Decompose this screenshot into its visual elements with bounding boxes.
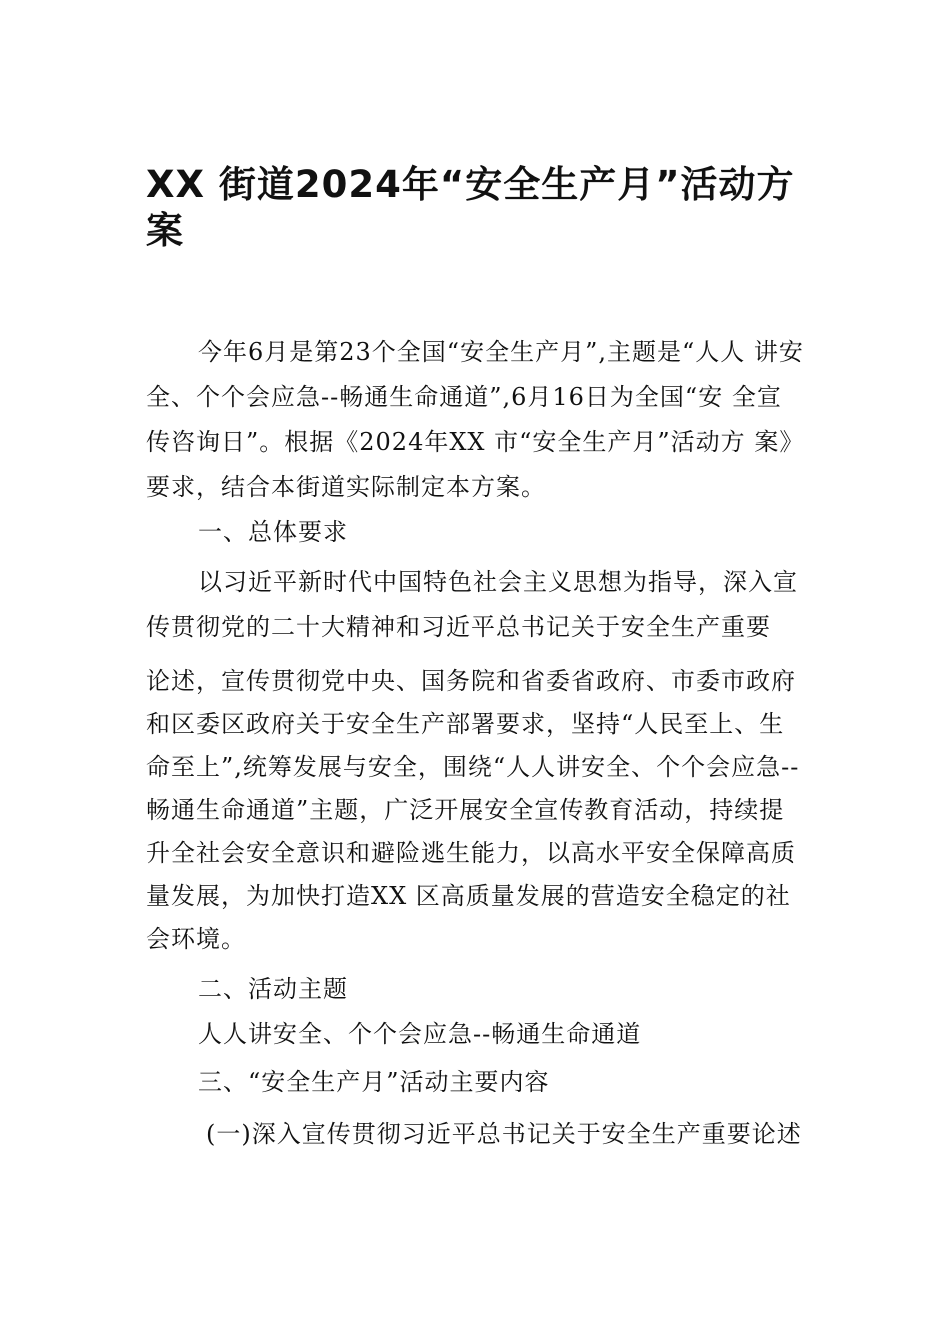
section-1-paragraph-part-2: 论述，宣传贯彻党中央、国务院和省委省政府、市委市政府和区委区政府关于安全生产部署要求，坚持“人民至上、生命至上”,统筹发展与安全，围绕“人人讲安全、个个会应急--畅通生命通道”主题，广泛开展安全宣传教育活动，持续提升全社会安全意识和避险逃生能力，以高水平安全保障高质量发展，为加快打造XX 区高质量发展的营造安全稳定的社会环境。 xyxy=(146,667,800,953)
intro-paragraph: 今年6月是第23个全国“安全生产月”,主题是“人人 讲安全、个个会应急--畅通生命通道”,6月16日为全国“安 全宣传咨询日”。根据《2024年XX 市“安全生产月”活动方 案》要求，结合本街道实际制定本方案。 xyxy=(146,338,805,501)
document-title: XX 街道2024年“安全生产月”活动方案 xyxy=(146,163,795,252)
section-2-heading: 二、活动主题 xyxy=(198,975,348,1003)
section-3-heading: 三、“安全生产月”活动主要内容 xyxy=(198,1068,550,1096)
activity-theme: 人人讲安全、个个会应急--畅通生命通道 xyxy=(198,1020,642,1048)
section-1-heading: 一、总体要求 xyxy=(198,518,348,546)
section-1-paragraph-part-1: 以习近平新时代中国特色社会主义思想为指导，深入宣传贯彻党的二十大精神和习近平总书记关于安全生产重要 xyxy=(146,568,798,641)
subsection-1-heading: (一)深入宣传贯彻习近平总书记关于安全生产重要论述 xyxy=(206,1120,802,1148)
